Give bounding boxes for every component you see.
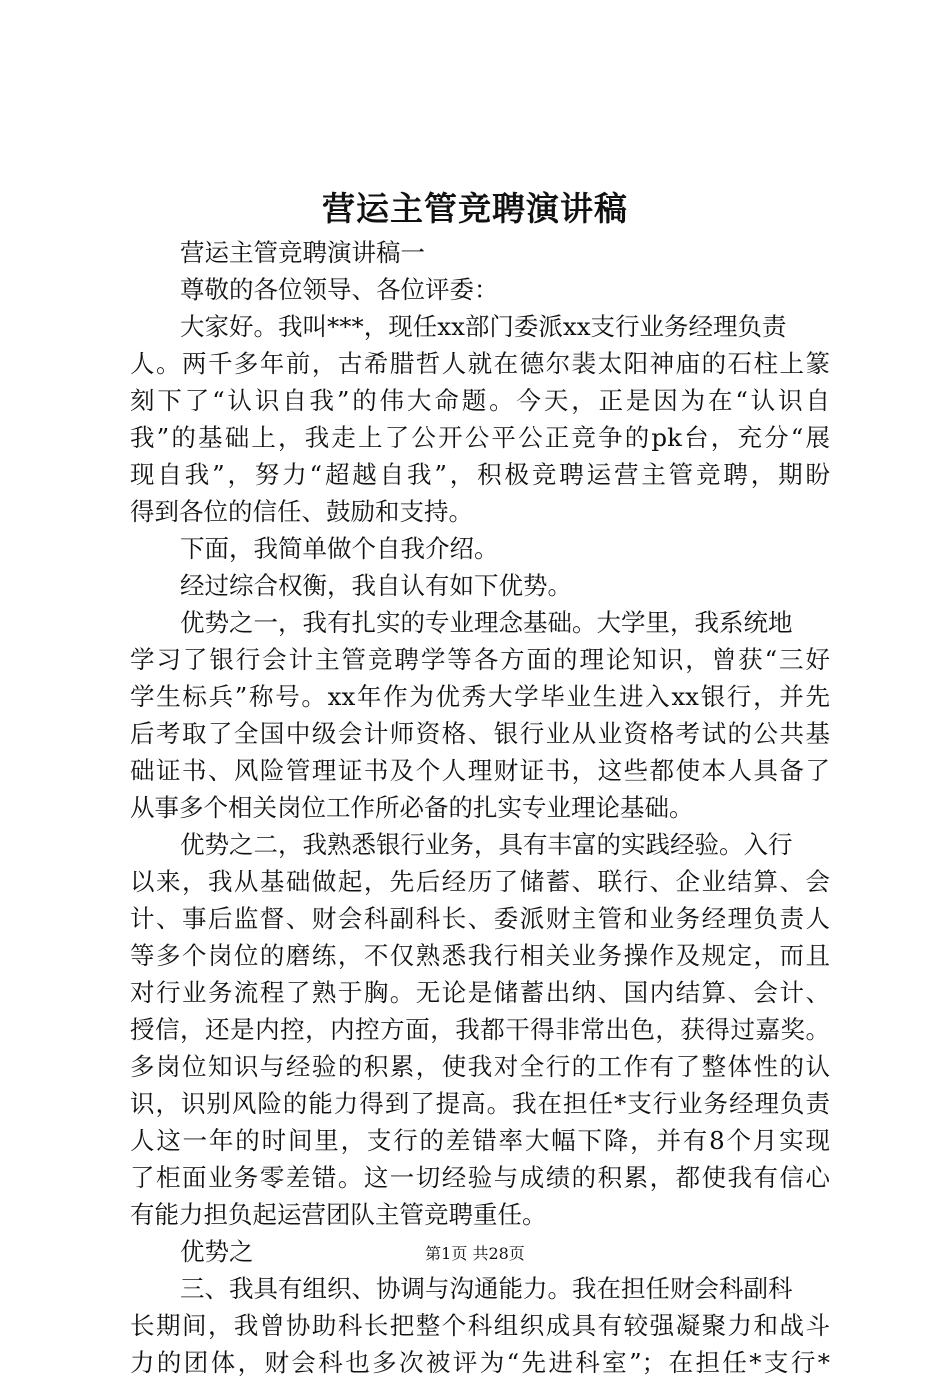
body-line: 优势之 <box>180 1237 254 1266</box>
body-line: 尊敬的各位领导、各位评委： <box>180 275 499 304</box>
body-line: 三、我具有组织、协调与沟通能力。我在担任财会科副科 <box>180 1274 793 1303</box>
page-footer: 第1页 共28页 <box>425 1244 525 1263</box>
body-line: 等多个岗位的磨练，不仅熟悉我行相关业务操作及规定，而且 <box>130 941 830 970</box>
body-line: 长期间，我曾协助科长把整个科组织成具有较强凝聚力和战斗 <box>130 1311 830 1340</box>
body-line: 营运主管竞聘演讲稿一 <box>180 238 425 267</box>
body-line: 得到各位的信任、鼓励和支持。 <box>130 497 473 526</box>
body-line: 从事多个相关岗位工作所必备的扎实专业理论基础。 <box>130 793 694 822</box>
body-line: 后考取了全国中级会计师资格、银行业从业资格考试的公共基 <box>130 719 830 748</box>
body-line: 了柜面业务零差错。这一切经验与成绩的积累，都使我有信心 <box>130 1163 830 1192</box>
body-line: 多岗位知识与经验的积累，使我对全行的工作有了整体性的认 <box>130 1052 830 1081</box>
body-line: 识，识别风险的能力得到了提高。我在担任*支行业务经理负责 <box>130 1089 830 1118</box>
body-line: 经过综合权衡，我自认有如下优势。 <box>180 571 572 600</box>
body-line: 计、事后监督、财会科副科长、委派财主管和业务经理负责人 <box>130 904 830 933</box>
body-line: 以来，我从基础做起，先后经历了储蓄、联行、企业结算、会 <box>130 867 830 896</box>
body-line: 人这一年的时间里，支行的差错率大幅下降，并有8个月实现 <box>130 1126 830 1155</box>
body-line: 力的团体，财会科也多次被评为“先进科室”；在担任*支行* <box>130 1348 830 1377</box>
body-line: 对行业务流程了熟于胸。无论是储蓄出纳、国内结算、会计、 <box>130 978 830 1007</box>
body-line: 有能力担负起运营团队主管竞聘重任。 <box>130 1200 547 1229</box>
body-line: 学生标兵”称号。xx年作为优秀大学毕业生进入xx银行，并先 <box>130 682 830 711</box>
document-title: 营运主管竞聘演讲稿 <box>322 189 628 228</box>
document-body <box>130 234 830 1381</box>
body-line: 我”的基础上，我走上了公开公平公正竞争的pk台，充分“展 <box>130 423 830 452</box>
body-line: 现自我”，努力“超越自我”，积极竞聘运营主管竞聘，期盼 <box>130 460 830 489</box>
body-line: 优势之一，我有扎实的专业理念基础。大学里，我系统地 <box>180 608 793 637</box>
body-line: 础证书、风险管理证书及个人理财证书，这些都使本人具备了 <box>130 756 830 785</box>
body-line: 刻下了“认识自我”的伟大命题。今天，正是因为在“认识自 <box>130 386 830 415</box>
body-line: 人。两千多年前，古希腊哲人就在德尔裴太阳神庙的石柱上篆 <box>130 349 830 378</box>
body-line: 下面，我简单做个自我介绍。 <box>180 534 499 563</box>
body-line: 大家好。我叫***，现任xx部门委派xx支行业务经理负责 <box>180 312 787 341</box>
body-line: 学习了银行会计主管竞聘学等各方面的理论知识，曾获“三好 <box>130 645 830 674</box>
body-line: 优势之二，我熟悉银行业务，具有丰富的实践经验。入行 <box>180 830 793 859</box>
body-line: 授信，还是内控，内控方面，我都干得非常出色，获得过嘉奖。 <box>130 1015 830 1044</box>
